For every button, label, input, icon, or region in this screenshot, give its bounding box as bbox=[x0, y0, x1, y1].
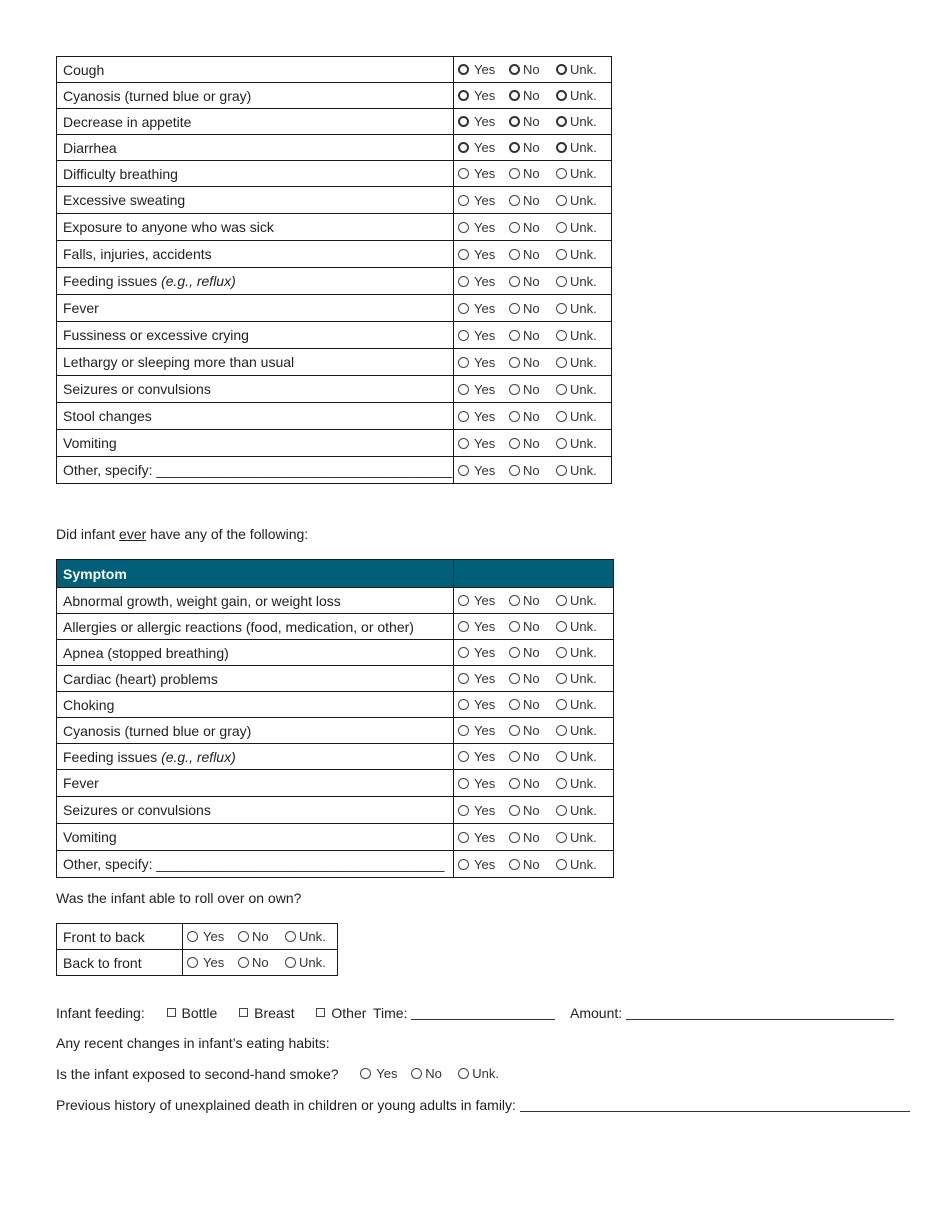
radio-unk[interactable] bbox=[556, 168, 567, 179]
ever-option-yes[interactable]: Yes bbox=[458, 619, 509, 634]
recent-option-no[interactable]: No bbox=[509, 328, 556, 343]
table-row bbox=[57, 322, 612, 349]
ever-option-no[interactable]: No bbox=[509, 671, 556, 686]
radio-yes[interactable] bbox=[458, 438, 469, 449]
answer-options bbox=[454, 349, 612, 376]
ever-option-no[interactable]: No bbox=[509, 645, 556, 660]
answer-options bbox=[454, 430, 612, 457]
recent-option-yes[interactable]: Yes bbox=[458, 301, 509, 316]
symptom-label: Cough bbox=[57, 57, 454, 83]
answer-options bbox=[454, 187, 612, 214]
radio-yes[interactable] bbox=[458, 142, 469, 153]
symptom-label: Other, specify: _____________________________________ bbox=[57, 851, 454, 878]
radio-unk[interactable] bbox=[556, 438, 567, 449]
radio-unk[interactable] bbox=[556, 330, 567, 341]
ever-option-no[interactable]: No bbox=[509, 776, 556, 791]
radio-no[interactable] bbox=[509, 168, 520, 179]
symptom-label: Feeding issues (e.g., reflux) bbox=[57, 744, 454, 770]
radio-unk[interactable] bbox=[556, 595, 567, 606]
radio-yes[interactable] bbox=[458, 222, 469, 233]
recent-option-unk[interactable]: Unk. bbox=[556, 274, 597, 289]
symptom-label: Diarrhea bbox=[57, 135, 454, 161]
symptom-label: Other, specify: ______________________________________ bbox=[57, 457, 454, 484]
ever-option-no[interactable]: No bbox=[509, 830, 556, 845]
time-field[interactable]: Time: bbox=[373, 1005, 555, 1021]
ever-option-yes[interactable]: Yes bbox=[458, 749, 509, 764]
radio-unk[interactable] bbox=[556, 116, 567, 127]
radio-unk[interactable] bbox=[556, 303, 567, 314]
table-row bbox=[57, 588, 614, 614]
table-row bbox=[57, 135, 612, 161]
radio-yes[interactable] bbox=[187, 957, 198, 968]
death-history-field[interactable]: Previous history of unexplained death in children or young adults in family: bbox=[56, 1097, 910, 1113]
table-row bbox=[57, 851, 614, 878]
recent-option-yes[interactable]: Yes bbox=[458, 382, 509, 397]
radio-unk[interactable] bbox=[556, 384, 567, 395]
ever-option-yes[interactable]: Yes bbox=[458, 593, 509, 608]
recent-option-no[interactable]: No bbox=[509, 301, 556, 316]
ever-option-yes[interactable]: Yes bbox=[458, 857, 509, 872]
ever-option-unk[interactable]: Unk. bbox=[556, 723, 597, 738]
answer-options bbox=[454, 744, 614, 770]
ever-option-unk[interactable]: Unk. bbox=[556, 776, 597, 791]
ever-option-unk[interactable]: Unk. bbox=[556, 671, 597, 686]
radio-no[interactable] bbox=[509, 64, 520, 75]
ever-option-yes[interactable]: Yes bbox=[458, 830, 509, 845]
symptom-label: Allergies or allergic reactions (food, medication, or other) bbox=[57, 614, 454, 640]
answer-options bbox=[183, 950, 338, 976]
radio-yes[interactable] bbox=[458, 621, 469, 632]
table-row bbox=[57, 640, 614, 666]
answer-options bbox=[454, 824, 614, 851]
radio-unk[interactable] bbox=[556, 64, 567, 75]
recent-option-no[interactable]: No bbox=[509, 62, 556, 77]
symptom-label: Decrease in appetite bbox=[57, 109, 454, 135]
radio-unk[interactable] bbox=[556, 90, 567, 101]
symptom-label: Exposure to anyone who was sick bbox=[57, 214, 454, 241]
radio-unk[interactable] bbox=[285, 931, 296, 942]
ever-option-unk[interactable]: Unk. bbox=[556, 857, 597, 872]
symptom-label: Front to back bbox=[57, 924, 183, 950]
ever-option-unk[interactable]: Unk. bbox=[556, 593, 597, 608]
ever-option-unk[interactable]: Unk. bbox=[556, 749, 597, 764]
table-row bbox=[57, 666, 614, 692]
ever-option-unk[interactable]: Unk. bbox=[556, 803, 597, 818]
radio-no[interactable] bbox=[509, 699, 520, 710]
smoke-option-no[interactable]: No bbox=[411, 1066, 458, 1081]
radio-no[interactable] bbox=[509, 438, 520, 449]
table-row bbox=[57, 692, 614, 718]
ever-option-no[interactable]: No bbox=[509, 749, 556, 764]
amount-field[interactable]: Amount: bbox=[570, 1005, 894, 1021]
table-row bbox=[57, 187, 612, 214]
answer-options bbox=[454, 241, 612, 268]
radio-yes[interactable] bbox=[458, 357, 469, 368]
symptom-label: Seizures or convulsions bbox=[57, 797, 454, 824]
symptom-label: Back to front bbox=[57, 950, 183, 976]
other-checkbox[interactable] bbox=[316, 1008, 325, 1017]
radio-no[interactable] bbox=[509, 116, 520, 127]
answer-options bbox=[454, 322, 612, 349]
roll-option-no[interactable]: No bbox=[238, 955, 285, 970]
recent-option-unk[interactable]: Unk. bbox=[556, 140, 597, 155]
answer-column-header bbox=[454, 560, 614, 588]
ever-option-no[interactable]: No bbox=[509, 593, 556, 608]
ever-option-yes[interactable]: Yes bbox=[458, 671, 509, 686]
table-row bbox=[57, 797, 614, 824]
ever-option-unk[interactable]: Unk. bbox=[556, 697, 597, 712]
symptom-label: Seizures or convulsions bbox=[57, 376, 454, 403]
radio-unk[interactable] bbox=[556, 411, 567, 422]
ever-option-unk[interactable]: Unk. bbox=[556, 619, 597, 634]
table-row bbox=[57, 349, 612, 376]
radio-no[interactable] bbox=[509, 195, 520, 206]
radio-unk[interactable] bbox=[556, 249, 567, 260]
radio-unk[interactable] bbox=[556, 832, 567, 843]
ever-option-yes[interactable]: Yes bbox=[458, 803, 509, 818]
recent-option-no[interactable]: No bbox=[509, 274, 556, 289]
roll-option-unk[interactable]: Unk. bbox=[285, 929, 326, 944]
radio-no[interactable] bbox=[509, 805, 520, 816]
roll-question: Was the infant able to roll over on own? bbox=[56, 890, 302, 906]
recent-option-unk[interactable]: Unk. bbox=[556, 62, 597, 77]
radio-yes[interactable] bbox=[458, 699, 469, 710]
radio-no[interactable] bbox=[509, 90, 520, 101]
radio-yes[interactable] bbox=[458, 90, 469, 101]
answer-options bbox=[454, 797, 614, 824]
radio-yes[interactable] bbox=[458, 303, 469, 314]
recent-option-unk[interactable]: Unk. bbox=[556, 88, 597, 103]
ever-option-no[interactable]: No bbox=[509, 697, 556, 712]
symptom-label: Lethargy or sleeping more than usual bbox=[57, 349, 454, 376]
table-row bbox=[57, 241, 612, 268]
recent-option-no[interactable]: No bbox=[509, 382, 556, 397]
radio-no[interactable] bbox=[238, 931, 249, 942]
infant-feeding-label: Infant feeding: bbox=[56, 1005, 145, 1021]
infant-feeding-row bbox=[56, 1005, 366, 1021]
recent-option-yes[interactable]: Yes bbox=[458, 62, 509, 77]
radio-unk[interactable] bbox=[556, 699, 567, 710]
table-row bbox=[57, 161, 612, 187]
recent-option-unk[interactable]: Unk. bbox=[556, 247, 597, 262]
symptom-label: Vomiting bbox=[57, 824, 454, 851]
table-row bbox=[57, 770, 614, 797]
ever-option-yes[interactable]: Yes bbox=[458, 723, 509, 738]
table-row bbox=[57, 376, 612, 403]
recent-option-yes[interactable]: Yes bbox=[458, 274, 509, 289]
radio-yes[interactable] bbox=[458, 805, 469, 816]
radio-yes[interactable] bbox=[458, 249, 469, 260]
symptom-label: Fever bbox=[57, 295, 454, 322]
answer-options bbox=[183, 924, 338, 950]
symptom-label: Abnormal growth, weight gain, or weight loss bbox=[57, 588, 454, 614]
table-row bbox=[57, 295, 612, 322]
answer-options bbox=[454, 718, 614, 744]
answer-options bbox=[454, 57, 612, 83]
recent-symptoms-table bbox=[56, 56, 612, 484]
radio-yes[interactable] bbox=[458, 595, 469, 606]
roll-option-yes[interactable]: Yes bbox=[187, 929, 238, 944]
radio-no[interactable] bbox=[509, 384, 520, 395]
answer-options bbox=[454, 640, 614, 666]
smoke-question: Is the infant exposed to second-hand smoke? bbox=[56, 1066, 339, 1082]
radio-no[interactable] bbox=[509, 725, 520, 736]
radio-no[interactable] bbox=[509, 222, 520, 233]
ever-prompt: Did infant ever have any of the following: bbox=[56, 526, 309, 542]
recent-option-unk[interactable]: Unk. bbox=[556, 220, 597, 235]
radio-unk[interactable] bbox=[556, 859, 567, 870]
radio-no[interactable] bbox=[509, 621, 520, 632]
radio-unk[interactable] bbox=[556, 222, 567, 233]
radio-yes[interactable] bbox=[458, 778, 469, 789]
symptom-label: Fever bbox=[57, 770, 454, 797]
radio-no[interactable] bbox=[238, 957, 249, 968]
radio-unk[interactable] bbox=[556, 195, 567, 206]
radio-yes[interactable] bbox=[458, 195, 469, 206]
radio-no[interactable] bbox=[509, 330, 520, 341]
breast-checkbox[interactable] bbox=[239, 1008, 248, 1017]
symptom-label: Choking bbox=[57, 692, 454, 718]
radio-unk[interactable] bbox=[556, 276, 567, 287]
recent-option-no[interactable]: No bbox=[509, 247, 556, 262]
symptom-label: Fussiness or excessive crying bbox=[57, 322, 454, 349]
recent-option-yes[interactable]: Yes bbox=[458, 463, 509, 478]
recent-option-no[interactable]: No bbox=[509, 409, 556, 424]
recent-option-no[interactable]: No bbox=[509, 88, 556, 103]
ever-option-no[interactable]: No bbox=[509, 723, 556, 738]
recent-option-unk[interactable]: Unk. bbox=[556, 355, 597, 370]
radio-yes[interactable] bbox=[458, 384, 469, 395]
radio-yes[interactable] bbox=[458, 647, 469, 658]
answer-options bbox=[454, 109, 612, 135]
feeding-option-other[interactable]: Other bbox=[316, 1005, 366, 1021]
answer-options bbox=[454, 614, 614, 640]
recent-option-no[interactable]: No bbox=[509, 463, 556, 478]
recent-option-unk[interactable]: Unk. bbox=[556, 463, 597, 478]
table-row bbox=[57, 214, 612, 241]
recent-option-unk[interactable]: Unk. bbox=[556, 193, 597, 208]
ever-option-no[interactable]: No bbox=[509, 619, 556, 634]
ever-option-unk[interactable]: Unk. bbox=[556, 645, 597, 660]
radio-yes[interactable] bbox=[458, 168, 469, 179]
ever-option-no[interactable]: No bbox=[509, 857, 556, 872]
roll-option-yes[interactable]: Yes bbox=[187, 955, 238, 970]
radio-unk[interactable] bbox=[556, 751, 567, 762]
radio-yes[interactable] bbox=[458, 673, 469, 684]
radio-yes[interactable] bbox=[458, 64, 469, 75]
symptom-label: Excessive sweating bbox=[57, 187, 454, 214]
symptom-label: Apnea (stopped breathing) bbox=[57, 640, 454, 666]
recent-option-no[interactable]: No bbox=[509, 220, 556, 235]
symptom-label: Cyanosis (turned blue or gray) bbox=[57, 83, 454, 109]
table-row bbox=[57, 614, 614, 640]
ever-option-no[interactable]: No bbox=[509, 803, 556, 818]
answer-options bbox=[454, 403, 612, 430]
recent-option-yes[interactable]: Yes bbox=[458, 355, 509, 370]
radio-no[interactable] bbox=[509, 357, 520, 368]
recent-option-no[interactable]: No bbox=[509, 436, 556, 451]
radio-no[interactable] bbox=[509, 411, 520, 422]
bottle-checkbox[interactable] bbox=[167, 1008, 176, 1017]
recent-option-yes[interactable]: Yes bbox=[458, 328, 509, 343]
table-row bbox=[57, 430, 612, 457]
smoke-option-yes[interactable]: Yes bbox=[360, 1066, 411, 1081]
recent-option-no[interactable]: No bbox=[509, 166, 556, 181]
radio-no[interactable] bbox=[509, 465, 520, 476]
table-row bbox=[57, 457, 612, 484]
radio-unk[interactable] bbox=[556, 673, 567, 684]
recent-option-no[interactable]: No bbox=[509, 114, 556, 129]
answer-options bbox=[454, 588, 614, 614]
symptom-column-header: Symptom bbox=[57, 560, 454, 588]
table-row bbox=[57, 924, 338, 950]
answer-options bbox=[454, 457, 612, 484]
radio-yes[interactable] bbox=[458, 832, 469, 843]
symptom-label: Difficulty breathing bbox=[57, 161, 454, 187]
symptom-label: Cyanosis (turned blue or gray) bbox=[57, 718, 454, 744]
radio-yes[interactable] bbox=[458, 276, 469, 287]
answer-options bbox=[454, 161, 612, 187]
answer-options bbox=[454, 770, 614, 797]
recent-option-no[interactable]: No bbox=[509, 193, 556, 208]
radio-no[interactable] bbox=[509, 595, 520, 606]
recent-option-unk[interactable]: Unk. bbox=[556, 436, 597, 451]
table-row bbox=[57, 83, 612, 109]
roll-over-table bbox=[56, 923, 338, 976]
recent-option-unk[interactable]: Unk. bbox=[556, 166, 597, 181]
recent-option-yes[interactable]: Yes bbox=[458, 247, 509, 262]
smoke-option-unk[interactable]: Unk. bbox=[458, 1066, 499, 1081]
radio-unk[interactable] bbox=[556, 621, 567, 632]
radio-no[interactable] bbox=[509, 276, 520, 287]
recent-option-unk[interactable]: Unk. bbox=[556, 301, 597, 316]
answer-options bbox=[454, 214, 612, 241]
feeding-option-breast[interactable]: Breast bbox=[239, 1005, 294, 1021]
table-row bbox=[57, 718, 614, 744]
radio-unk[interactable] bbox=[556, 357, 567, 368]
symptom-label: Vomiting bbox=[57, 430, 454, 457]
radio-unk[interactable] bbox=[556, 465, 567, 476]
smoke-question-row bbox=[56, 1066, 499, 1082]
radio-unk[interactable] bbox=[285, 957, 296, 968]
answer-options bbox=[454, 692, 614, 718]
radio-no[interactable] bbox=[509, 778, 520, 789]
radio-unk[interactable] bbox=[556, 142, 567, 153]
radio-unk[interactable] bbox=[556, 647, 567, 658]
radio-no[interactable] bbox=[509, 673, 520, 684]
recent-option-no[interactable]: No bbox=[509, 355, 556, 370]
radio-no[interactable] bbox=[411, 1068, 422, 1079]
recent-option-unk[interactable]: Unk. bbox=[556, 114, 597, 129]
symptom-label: Cardiac (heart) problems bbox=[57, 666, 454, 692]
roll-option-unk[interactable]: Unk. bbox=[285, 955, 326, 970]
radio-unk[interactable] bbox=[458, 1068, 469, 1079]
recent-option-yes[interactable]: Yes bbox=[458, 166, 509, 181]
recent-option-unk[interactable]: Unk. bbox=[556, 328, 597, 343]
table-row bbox=[57, 744, 614, 770]
answer-options bbox=[454, 666, 614, 692]
table-row bbox=[57, 57, 612, 83]
symptom-label: Falls, injuries, accidents bbox=[57, 241, 454, 268]
recent-option-yes[interactable]: Yes bbox=[458, 88, 509, 103]
ever-option-unk[interactable]: Unk. bbox=[556, 830, 597, 845]
radio-yes[interactable] bbox=[458, 725, 469, 736]
table-row bbox=[57, 403, 612, 430]
feeding-option-bottle[interactable]: Bottle bbox=[167, 1005, 218, 1021]
table-row bbox=[57, 824, 614, 851]
ever-option-yes[interactable]: Yes bbox=[458, 697, 509, 712]
symptom-label: Feeding issues (e.g., reflux) bbox=[57, 268, 454, 295]
ever-option-yes[interactable]: Yes bbox=[458, 645, 509, 660]
radio-yes[interactable] bbox=[187, 931, 198, 942]
radio-yes[interactable] bbox=[360, 1068, 371, 1079]
radio-yes[interactable] bbox=[458, 330, 469, 341]
roll-option-no[interactable]: No bbox=[238, 929, 285, 944]
recent-option-yes[interactable]: Yes bbox=[458, 193, 509, 208]
table-row bbox=[57, 950, 338, 976]
answer-options bbox=[454, 851, 614, 878]
recent-option-yes[interactable]: Yes bbox=[458, 436, 509, 451]
recent-option-yes[interactable]: Yes bbox=[458, 409, 509, 424]
radio-no[interactable] bbox=[509, 249, 520, 260]
recent-option-unk[interactable]: Unk. bbox=[556, 382, 597, 397]
radio-yes[interactable] bbox=[458, 465, 469, 476]
radio-unk[interactable] bbox=[556, 805, 567, 816]
answer-options bbox=[454, 83, 612, 109]
recent-option-unk[interactable]: Unk. bbox=[556, 409, 597, 424]
answer-options bbox=[454, 295, 612, 322]
radio-no[interactable] bbox=[509, 832, 520, 843]
ever-symptoms-table bbox=[56, 559, 614, 878]
eating-habits-question: Any recent changes in infant’s eating habits: bbox=[56, 1035, 330, 1051]
answer-options bbox=[454, 376, 612, 403]
radio-unk[interactable] bbox=[556, 778, 567, 789]
table-row bbox=[57, 109, 612, 135]
radio-no[interactable] bbox=[509, 303, 520, 314]
radio-unk[interactable] bbox=[556, 725, 567, 736]
radio-no[interactable] bbox=[509, 142, 520, 153]
radio-yes[interactable] bbox=[458, 116, 469, 127]
table-row bbox=[57, 268, 612, 295]
symptom-label: Stool changes bbox=[57, 403, 454, 430]
recent-option-yes[interactable]: Yes bbox=[458, 114, 509, 129]
radio-yes[interactable] bbox=[458, 751, 469, 762]
answer-options bbox=[454, 135, 612, 161]
radio-no[interactable] bbox=[509, 647, 520, 658]
radio-no[interactable] bbox=[509, 751, 520, 762]
answer-options bbox=[454, 268, 612, 295]
recent-option-yes[interactable]: Yes bbox=[458, 140, 509, 155]
radio-yes[interactable] bbox=[458, 859, 469, 870]
radio-yes[interactable] bbox=[458, 411, 469, 422]
ever-option-yes[interactable]: Yes bbox=[458, 776, 509, 791]
radio-no[interactable] bbox=[509, 859, 520, 870]
recent-option-yes[interactable]: Yes bbox=[458, 220, 509, 235]
recent-option-no[interactable]: No bbox=[509, 140, 556, 155]
